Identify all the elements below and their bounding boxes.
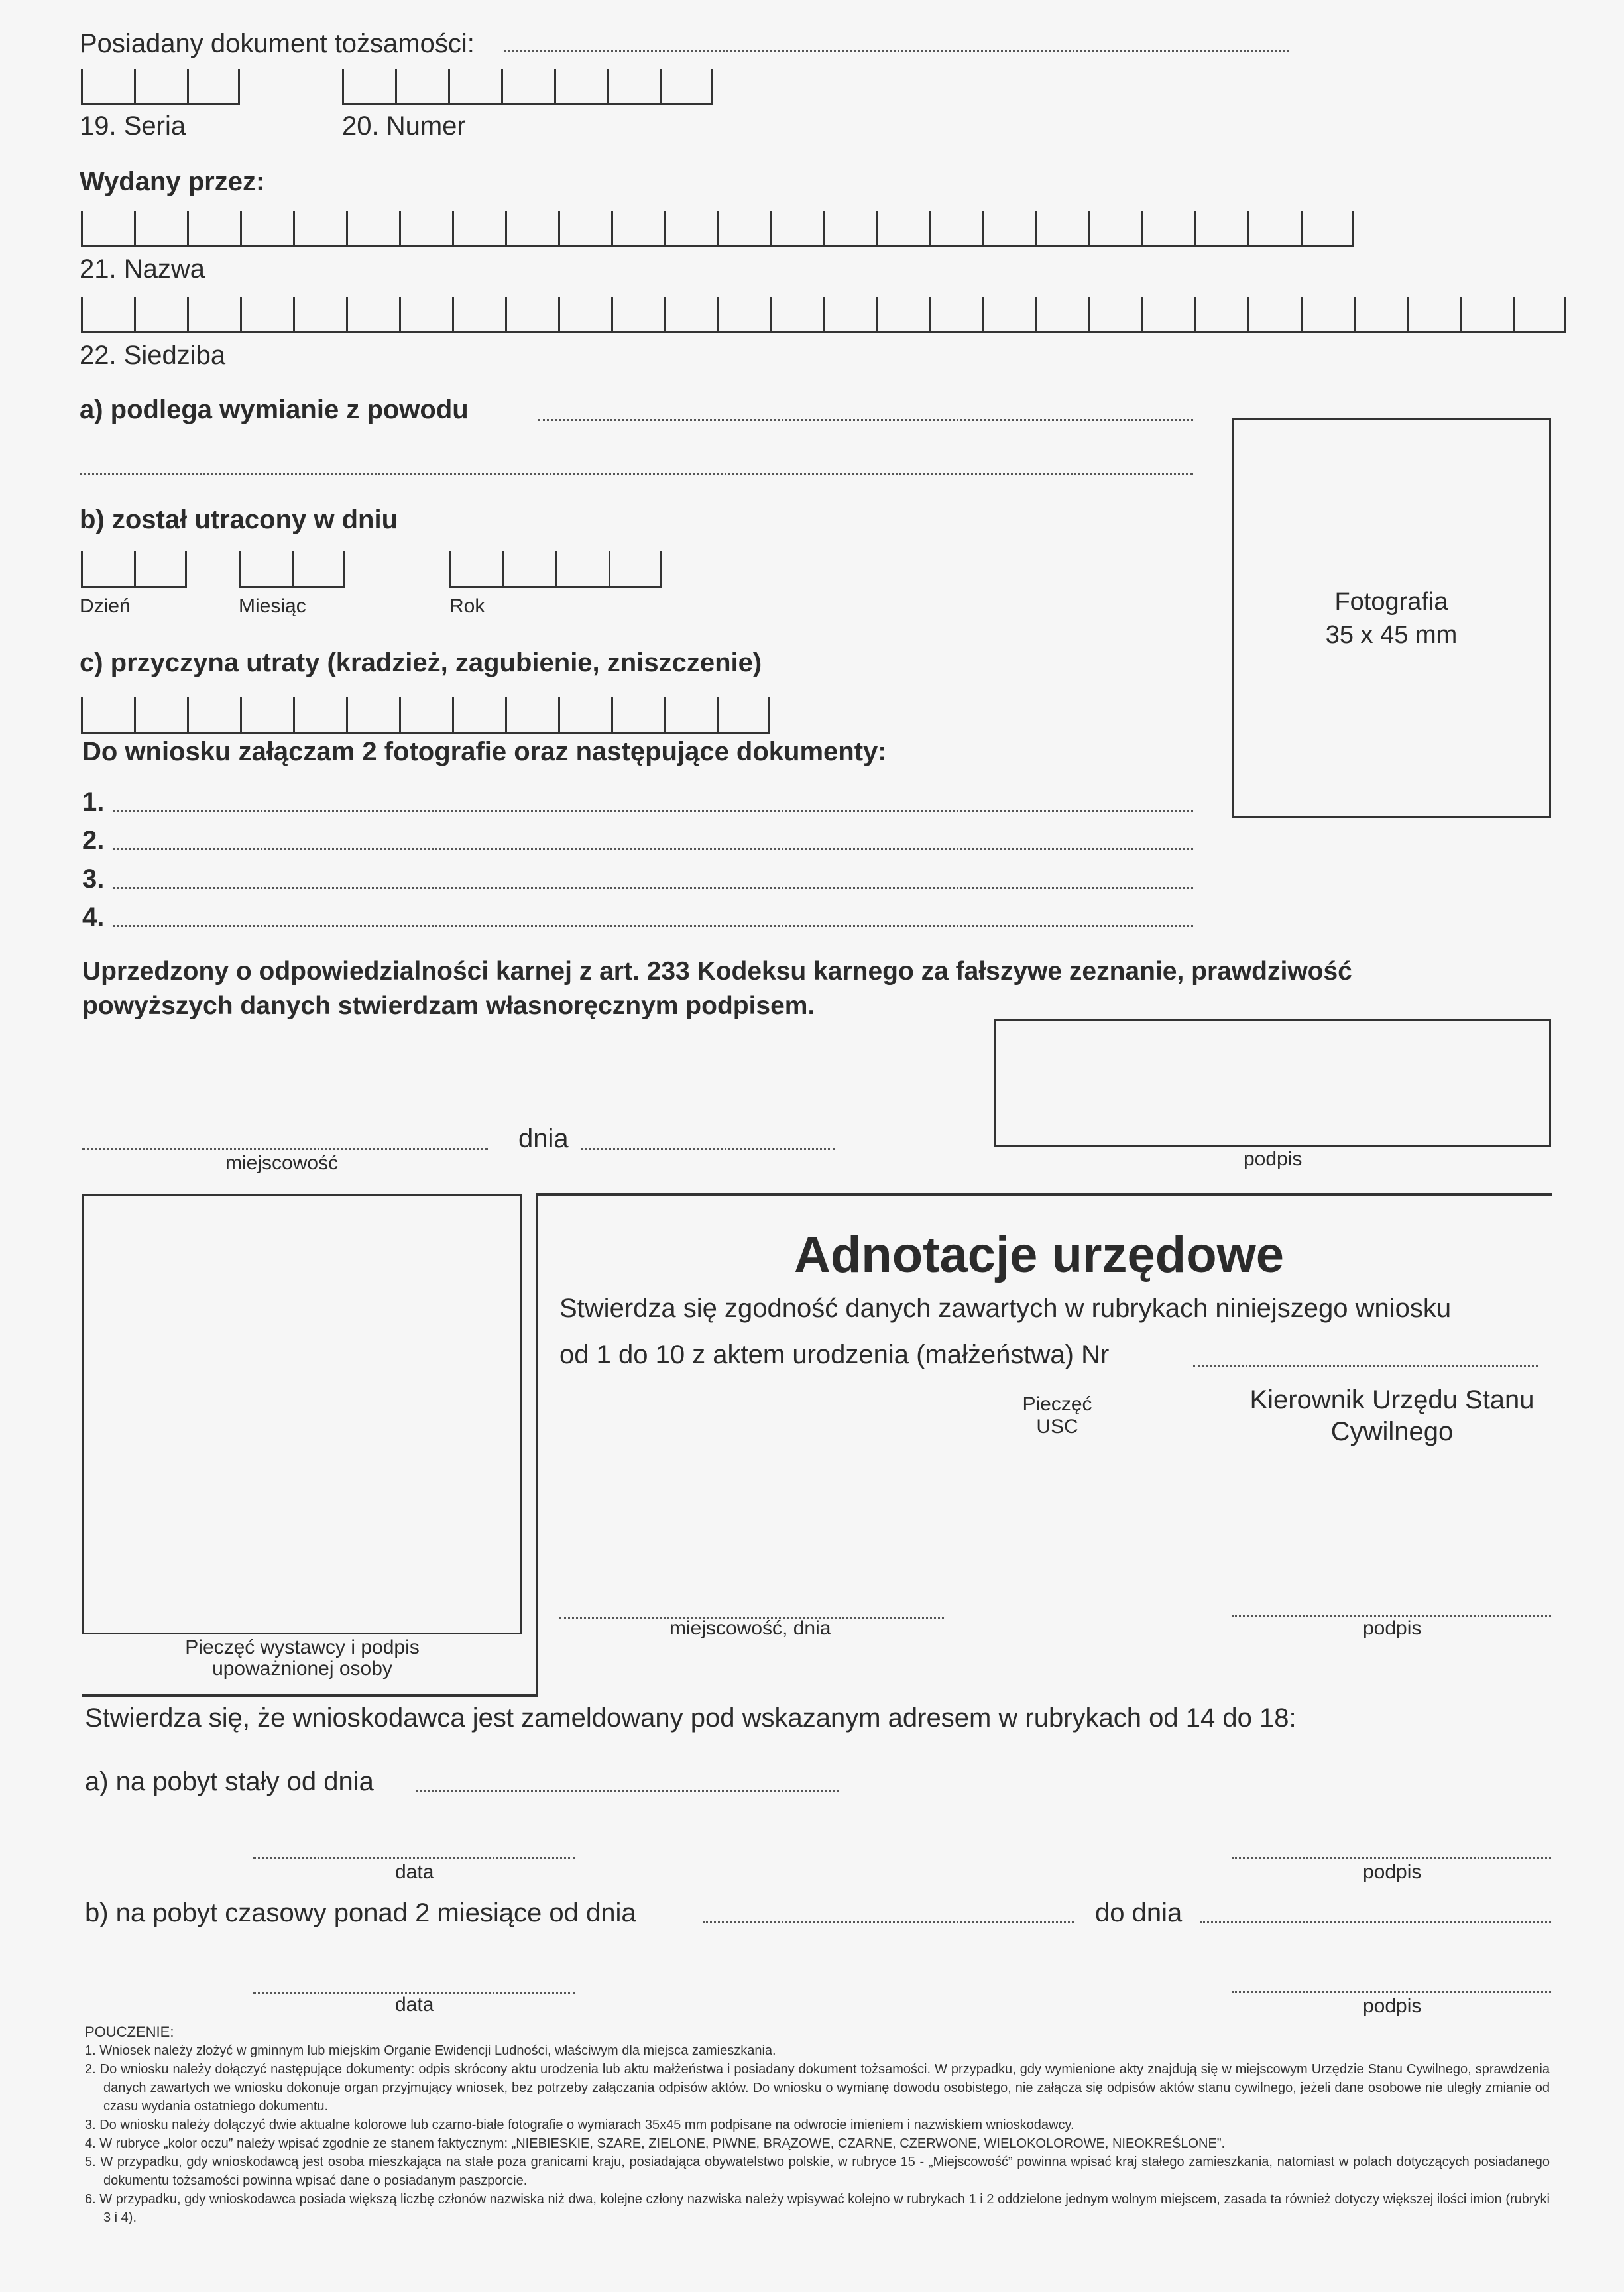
month-label: Miesiąc [239, 595, 306, 617]
permanent-residence-data-field[interactable] [253, 1857, 575, 1859]
nazwa-label: 21. Nazwa [80, 255, 205, 284]
annotations-text-1: Stwierdza się zgodność danych zawartych w rubrykach niniejszego wniosku [559, 1294, 1452, 1323]
attachment-4-label: 4. [82, 903, 105, 932]
applicant-signature-caption: podpis [1244, 1148, 1303, 1170]
office-place-date-caption: miejscowość, dnia [669, 1617, 831, 1639]
attachment-2-label: 2. [82, 826, 105, 855]
instruction-item: 5. W przypadku, gdy wnioskodawcą jest osoba mieszkająca na stałe poza granicami kraju, posiadająca obywatelstwo polskie, w rubryce 15 - „Miejscowość” powinna wpisać kraj stałego zamieszkania, natomiast w polach dotyczących posiadanego dokumentu tożsamości powinna wpisać dane o posiadanym paszporcie. [85, 2155, 1550, 2188]
declaration-text [82, 954, 1554, 1023]
numer-boxes[interactable] [342, 69, 713, 105]
instructions [85, 2023, 1550, 2227]
loss-cause-label: c) przyczyna utraty (kradzież, zagubienie, zniszczenie) [80, 648, 762, 677]
temporary-residence-signature-field[interactable] [1232, 1991, 1551, 1993]
identity-document-field[interactable] [504, 50, 1289, 52]
usc-stamp-label [981, 1393, 1133, 1438]
photo-label-2: 35 x 45 mm [1325, 621, 1458, 649]
temporary-residence-data-caption: data [395, 1994, 434, 2016]
issuer-stamp-caption [82, 1637, 522, 1680]
annotations-title: Adnotacje urzędowe [794, 1227, 1284, 1283]
residence-intro: Stwierdza się, że wnioskodawca jest zameldowany pod wskazanym adresem w rubrykach od 14 do 18: [85, 1703, 1297, 1733]
exchange-reason-field-1[interactable] [538, 419, 1193, 421]
annotations-top-rule [536, 1193, 1552, 1196]
lost-date-label: b) został utracony w dniu [80, 505, 398, 534]
office-signature-caption: podpis [1363, 1617, 1422, 1639]
office-signature-field[interactable] [1232, 1615, 1551, 1617]
attachment-3-field[interactable] [113, 887, 1193, 889]
photo-label-1: Fotografia [1334, 588, 1448, 616]
seria-boxes[interactable] [81, 69, 240, 105]
day-label: Dzień [80, 595, 131, 617]
permanent-residence-signature-field[interactable] [1232, 1857, 1551, 1859]
numer-label: 20. Numer [342, 111, 466, 141]
date-label: dnia [518, 1124, 569, 1153]
lost-year-boxes[interactable] [449, 551, 662, 588]
attachment-2-field[interactable] [113, 848, 1193, 850]
usc-head-label [1226, 1384, 1558, 1448]
attachments-heading: Do wniosku załączam 2 fotografie oraz następujące dokumenty: [82, 737, 887, 766]
temporary-residence-from-field[interactable] [703, 1921, 1074, 1923]
instruction-item: 1. Wniosek należy złożyć w gminnym lub miejskim Organie Ewidencji Ludności, właściwym dla miejsca zamieszkania. [85, 2043, 776, 2058]
nazwa-boxes[interactable] [81, 211, 1354, 247]
lost-month-boxes[interactable] [239, 551, 345, 588]
permanent-residence-signature-caption: podpis [1363, 1861, 1422, 1883]
applicant-signature-box[interactable] [994, 1019, 1551, 1147]
identity-document-label: Posiadany dokument tożsamości: [80, 29, 475, 58]
annotations-text-2: od 1 do 10 z aktem urodzenia (małżeństwa) Nr [559, 1340, 1110, 1369]
permanent-residence-data-caption: data [395, 1861, 434, 1883]
annotations-bottom-rule [82, 1694, 538, 1697]
exchange-reason-label: a) podlega wymianie z powodu [80, 395, 469, 424]
usc-head-label-1: Kierownik Urzędu Stanu [1249, 1385, 1535, 1414]
instruction-item: 6. W przypadku, gdy wnioskodawca posiada większą liczbę członów nazwiska niż dwa, kolejne człony nazwiska należy wpisywać kolejno w rubrykach 1 i 2 oddzielone jednym wolnym miejscem, zasada ta również dotyczy większej ilości imion (rubryki 3 i 4). [85, 2192, 1550, 2225]
issuer-stamp-caption-1: Pieczęć wystawcy i podpis [185, 1636, 420, 1658]
usc-stamp-label-1: Pieczęć [1022, 1393, 1092, 1415]
permanent-residence-label: a) na pobyt stały od dnia [85, 1767, 374, 1796]
lost-day-boxes[interactable] [81, 551, 187, 588]
attachment-1-field[interactable] [113, 810, 1193, 812]
instruction-item: 4. W rubryce „kolor oczu” należy wpisać zgodnie ze stanem faktycznym: „NIEBIESKIE, SZARE, ZIELONE, PIWNE, BRĄZOWE, CZARNE, CZERWONE, WIELOKOLOROWE, NIEOKREŚLONE”. [85, 2136, 1226, 2151]
instruction-item: 3. Do wniosku należy dołączyć dwie aktualne kolorowe lub czarno-białe fotografie o wymiarach 35x45 mm podpisane na odwrocie imieniem i nazwiskiem wnioskodawcy. [85, 2118, 1074, 2132]
seria-label: 19. Seria [80, 111, 186, 141]
temporary-residence-signature-caption: podpis [1363, 1995, 1422, 2017]
usc-stamp-label-2: USC [1036, 1416, 1078, 1438]
place-field[interactable] [82, 1148, 488, 1150]
place-caption: miejscowość [225, 1152, 339, 1174]
permanent-residence-date-field[interactable] [416, 1790, 839, 1792]
birth-record-number-field[interactable] [1193, 1365, 1538, 1367]
attachment-3-label: 3. [82, 864, 105, 893]
date-field[interactable] [581, 1148, 835, 1150]
issuer-stamp-box [82, 1194, 522, 1634]
temporary-residence-label: b) na pobyt czasowy ponad 2 miesiące od dnia [85, 1898, 636, 1927]
loss-cause-boxes[interactable] [81, 697, 770, 734]
usc-head-label-2: Cywilnego [1330, 1417, 1454, 1446]
exchange-reason-field-2[interactable] [80, 473, 1193, 475]
issuer-stamp-caption-2: upoważnionej osoby [212, 1658, 392, 1680]
issuer-heading: Wydany przez: [80, 167, 265, 196]
temporary-residence-to-field[interactable] [1200, 1921, 1551, 1923]
photo-box [1232, 418, 1551, 818]
year-label: Rok [449, 595, 485, 617]
siedziba-label: 22. Siedziba [80, 341, 226, 370]
annotations-left-rule [536, 1193, 538, 1697]
instruction-item: 2. Do wniosku należy dołączyć następujące dokumenty: odpis skrócony aktu urodzenia lub aktu małżeństwa i posiadany dokument tożsamości. W przypadku, gdy wymienione akty znajdują się w miejscowym Urzędzie Stanu Cywilnego, sprawdzenia danych zawartych we wniosku dokonuje organ przyjmujący wniosek, bez potrzeby załączania odpisów aktów. Do wniosku o wymianę dowodu osobistego, nie załącza się odpisów aktów stanu cywilnego, jeżeli dane osobowe nie uległy zmianie od czasu wydania ostatniego dokumentu. [85, 2062, 1550, 2114]
declaration-line-1: Uprzedzony o odpowiedzialności karnej z art. 233 Kodeksu karnego za fałszywe zeznanie, prawdziwość [82, 957, 1352, 986]
temporary-residence-to-label: do dnia [1095, 1898, 1183, 1927]
siedziba-boxes[interactable] [81, 297, 1566, 333]
attachment-4-field[interactable] [113, 925, 1193, 927]
instructions-heading: POUCZENIE: [85, 2024, 174, 2040]
attachment-1-label: 1. [82, 787, 105, 817]
declaration-line-2: powyższych danych stwierdzam własnoręcznym podpisem. [82, 992, 815, 1020]
